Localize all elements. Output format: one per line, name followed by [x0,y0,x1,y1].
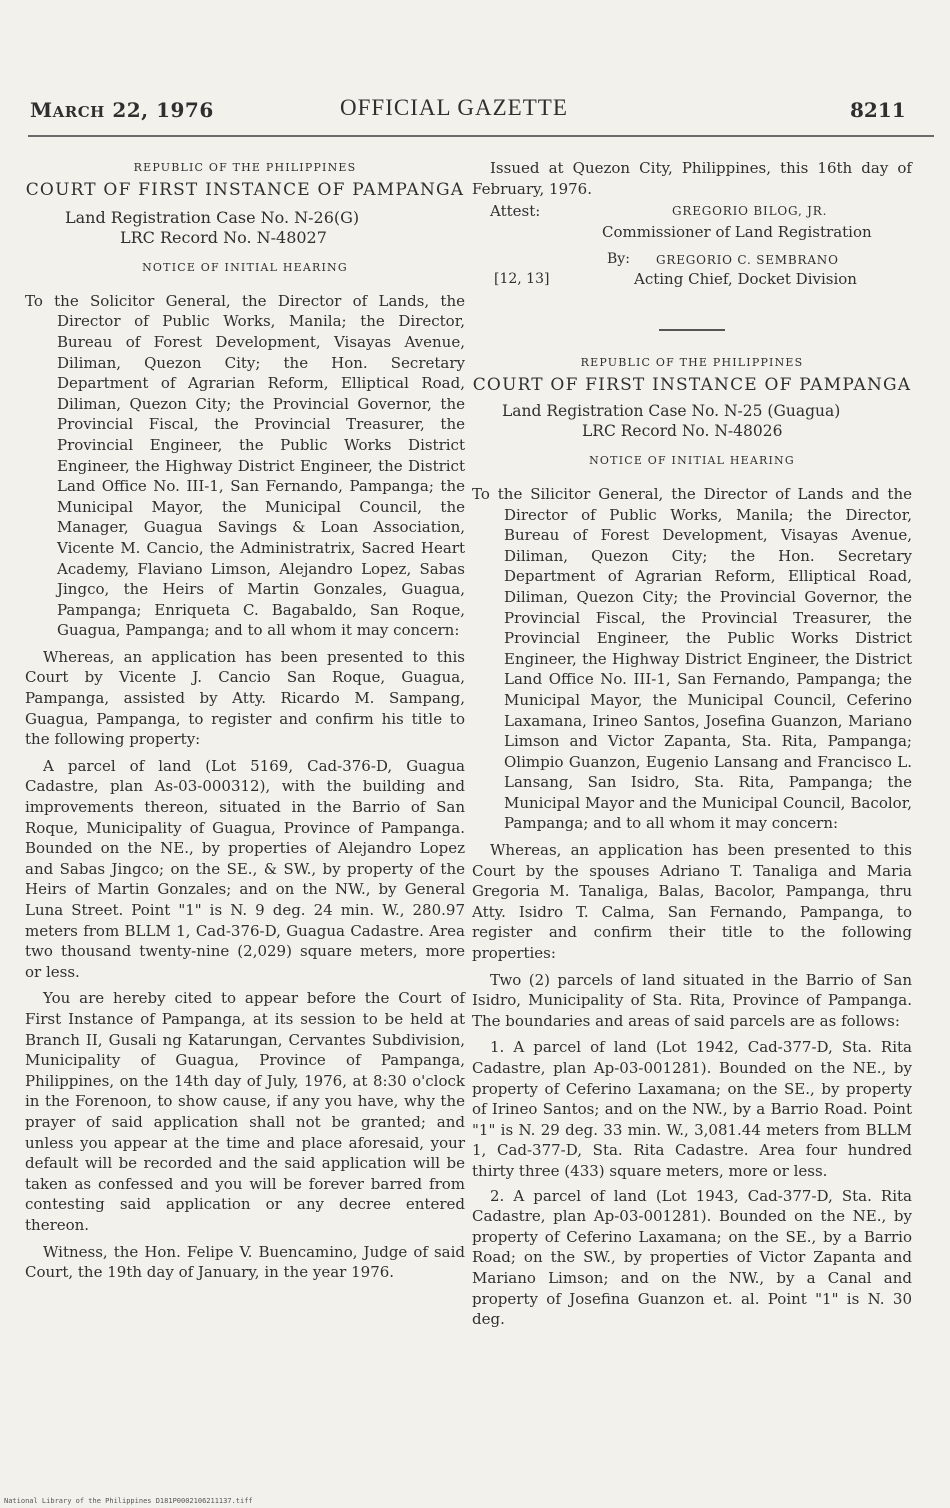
addressees-paragraph-2: To the Silicitor General, the Director of Lands and the Director of Public Works, Manila; the Director, Bureau of Forest Development, Visayas Avenue, Diliman, Quezon City; the Hon. Secretary Department of Agrarian Reform, Elliptical Road, Diliman, Quezon City; the Provincial Governor, the Provincial Fiscal, the Provincial Treasurer, the Provincial Engineer, the Public Works District Engineer, the Highway District Engineer, the District Land Office No. III-1, San Fernando, Pampanga; the Municipal Mayor, the Municipal Council, Ceferino Laxamana, Irineo Santos, Josefina Guanzon, Mariano Limson and Victor Zapanta, Sta. Rita, Pampanga; Olimpio Guanzon, Eugenio Lansang and Francisco L. Lansang, San Isidro, Sta. Rita, Pampanga; the Municipal Mayor and the Municipal Council, Bacolor, Pampanga; and to all whom it may concern: [472,484,912,833]
chief-title: Acting Chief, Docket Division [634,270,857,289]
section-separator [659,329,725,331]
page-number: 8211 [850,98,906,122]
republic-heading: REPUBLIC OF THE PHILIPPINES [133,161,357,174]
notice-heading: NOTICE OF INITIAL HEARING [142,261,348,275]
parcel-paragraph: A parcel of land (Lot 5169, Cad-376-D, Guagua Cadastre, plan As-03-000312), with the building and improvements thereon, situated in the Barrio of San Roque, Municipality of Guagua, Province of Pampanga. Bounded on the NE., by properties of Alejandro Lopez and Sabas Jingco; on the SE., & SW., by property of the Heirs of Martin Gonzales; and on the NW., by General Luna Street. Point "1" is N. 9 deg. 24 min. W., 280.97 meters from BLLM 1, Cad-376-D, Guagua Cadastre. Area two thousand twenty-nine (2,029) square meters, more or less. [25,756,465,981]
case-number-2: Land Registration Case No. N-25 (Guagua) [502,402,841,421]
parcels-intro-paragraph: Two (2) parcels of land situated in the Barrio of San Isidro, Municipality of Sta. Rita, Province of Pampanga. The boundaries and areas of said parcels are as follows: [472,970,912,1030]
issued-paragraph: Issued at Quezon City, Philippines, this 16th day of February, 1976. [472,159,912,198]
attestation-block [472,201,912,289]
left-column [25,158,465,1283]
parcel-1-paragraph: 1. A parcel of land (Lot 1942, Cad-377-D, Sta. Rita Cadastre, plan Ap-03-001281). Bounded on the NE., by property of Ceferino Laxamana; on the SE., by property of Irineo Santos; and on the NW., by a Barrio Road. Point "1" is N. 29 deg. 33 min. W., 3,081.44 meters from BLLM 1, Cad-377-D, Sta. Rita Cadastre. Area four hundred thirty three (433) square meters, more or less. [472,1038,912,1180]
right-column [472,158,912,1330]
republic-heading-2: REPUBLIC OF THE PHILIPPINES [580,356,804,370]
attest-label: Attest: [490,202,541,221]
court-heading: COURT OF FIRST INSTANCE OF PAMPANGA [25,179,465,200]
lrc-record-2: LRC Record No. N-48026 [582,422,783,441]
publication-dates: [12, 13] [494,271,550,288]
header-date: MARCH 22, 1976 [30,98,214,122]
commissioner-title: Commissioner of Land Registration [602,223,872,242]
notice-heading-2: NOTICE OF INITIAL HEARING [589,454,795,468]
lrc-record: LRC Record No. N-48027 [120,228,327,248]
case-info-2 [472,401,912,441]
header-rule [28,135,934,137]
parcel-2-paragraph: 2. A parcel of land (Lot 1943, Cad-377-D, Sta. Rita Cadastre, plan Ap-03-001281). Bounded on the NE., by property of Ceferino Laxamana; on the SE., by a Barrio Road; on the SW., by properties of Victor Zapanta and Mariano Limson; and on the NW., by a Canal and property of Josefina Guanzon et. al. Point "1" is N. 30 deg. [472,1186,912,1329]
gazette-title: OFFICIAL GAZETTE [340,95,568,120]
court-heading-2: COURT OF FIRST INSTANCE OF PAMPANGA [472,374,912,395]
case-number: Land Registration Case No. N-26(G) [65,208,360,228]
by-label: By: [607,251,630,268]
witness-paragraph: Witness, the Hon. Felipe V. Buencamino, Judge of said Court, the 19th day of January, in the year 1976. [25,1242,465,1282]
commissioner-name: GREGORIO BILOG, JR. [672,204,828,219]
whereas-paragraph: Whereas, an application has been presented to this Court by Vicente J. Cancio San Roque, Guagua, Pampanga, assisted by Atty. Ricardo M. Sampang, Guagua, Pampanga, to register and confirm his title to the following property: [25,647,465,749]
addressees-paragraph: To the Solicitor General, the Director of Lands, the Director of Public Works, Manila; the Director, Bureau of Forest Development, Visayas Avenue, Diliman, Quezon City; the Hon. Secretary Department of Agrarian Reform, Elliptical Road, Diliman, Quezon City; the Provincial Governor, the Provincial Fiscal, the Provincial Treasurer, the Provincial Engineer, the Public Works District Engineer, the Highway District Engineer, the District Land Office No. III-1, San Fernando, Pampanga; the Municipal Mayor, the Municipal Council, the Manager, Guagua Savings & Loan Association, Vicente M. Cancio, the Administratrix, Sacred Heart Academy, Flaviano Limson, Alejandro Lopez, Sabas Jingco, the Heirs of Martin Gonzales, Guagua, Pampanga; Enriqueta C. Bagabaldo, San Roque, Guagua, Pampanga; and to all whom it may concern: [25,291,465,640]
citation-paragraph: You are hereby cited to appear before the Court of First Instance of Pampanga, at its session to be held at Branch II, Gusali ng Katarungan, Cervantes Subdivision, Municipality of Guagua, Province of Pampanga, Philippines, on the 14th day of July, 1976, at 8:30 o'clock in the Forenoon, to show cause, if any you have, why the prayer of said application shall not be granted; and unless you appear at the time and place aforesaid, your default will be recorded and the said application will be taken as confessed and you will be forever barred from contesting said application or any decree entered thereon. [25,989,465,1234]
whereas-paragraph-2: Whereas, an application has been presented to this Court by the spouses Adriano T. Tanaliga and Maria Gregoria M. Tanaliga, Balas, Bacolor, Pampanga, thru Atty. Isidro T. Calma, San Fernando, Pampanga, to register and confirm their title to the following properties: [472,841,912,963]
chief-name: GREGORIO C. SEMBRANO [656,253,839,268]
scan-footer: National Library of the Philippines D181P0002106211137.tiff [4,1497,253,1505]
case-info [25,208,465,248]
